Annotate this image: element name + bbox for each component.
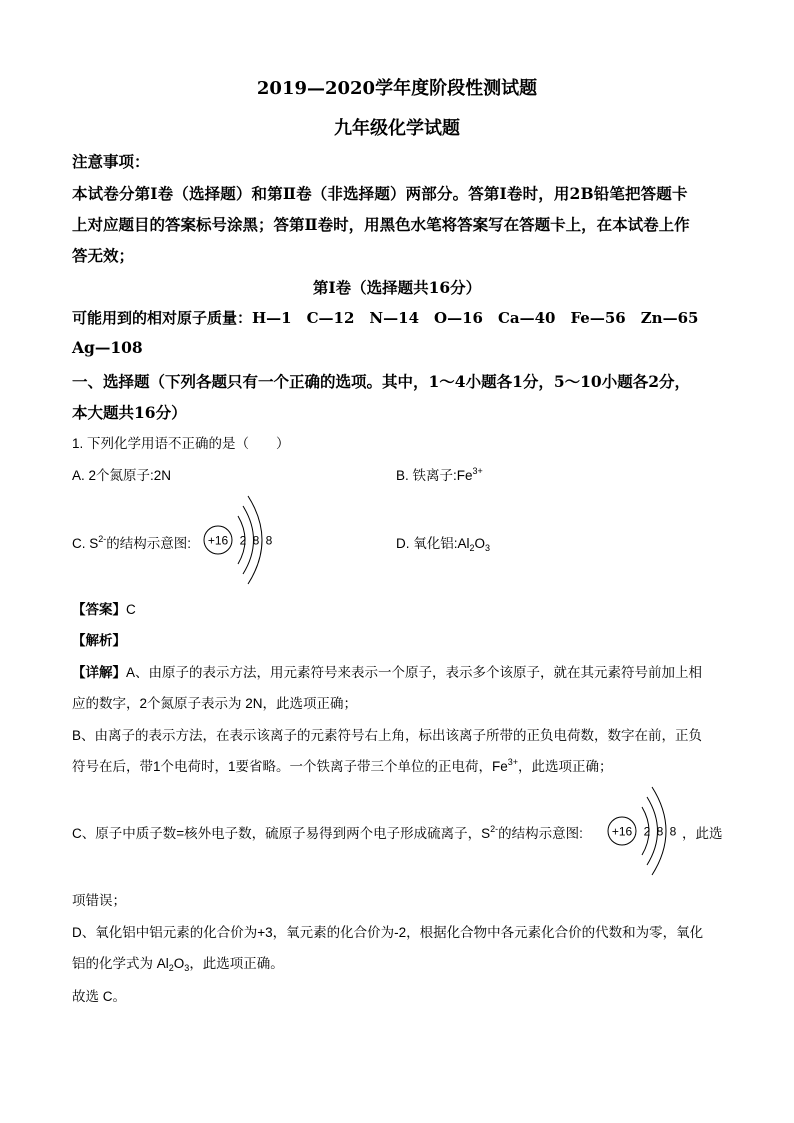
option-c-prefix: C. S — [72, 536, 99, 551]
explanation-b-suffix: ，此选项正确； — [518, 759, 613, 774]
analysis-label: 【解析】 — [72, 633, 126, 649]
exam-subtitle: 九年级化学试题 — [334, 118, 460, 139]
notes-line-3: 答无效； — [72, 246, 135, 265]
atomic-masses-line-2: Ag—108 — [72, 338, 143, 357]
shell-2-electrons: 8 — [252, 533, 260, 548]
answer-line — [72, 598, 136, 618]
question-1-stem: 1. 下列化学用语不正确的是（ ） — [72, 436, 290, 451]
explanation-d-suffix: ，此选项正确。 — [189, 956, 284, 971]
explanation-c-charge: 2- — [490, 824, 499, 834]
explanation-d-line-2 — [72, 952, 284, 972]
atomic-masses-line-1: 可能用到的相对原子质量：H—1 C—12 N—14 O—16 Ca—40 Fe—56 Zn—65 — [72, 309, 699, 327]
nucleus-charge-2: +16 — [611, 824, 633, 839]
option-c-charge: 2- — [98, 534, 107, 544]
explanation-c-line-2: 项错误； — [72, 893, 126, 908]
explanation-a-line-2: 应的数字，2个氮原子表示为 2N，此选项正确； — [72, 696, 358, 711]
explanation-b-charge: 3+ — [507, 757, 519, 767]
shell-2-electrons-2: 8 — [656, 824, 664, 839]
shell-1-electrons-2: 2 — [643, 824, 651, 839]
answer-label: 【答案】 — [72, 602, 126, 618]
part-instructions-line-1: 一、选择题（下列各题只有一个正确的选项。其中，1～4小题各1分，5～10小题各2分， — [72, 372, 690, 391]
notes-label: 注意事项： — [72, 152, 150, 171]
conclusion: 故选 C。 — [72, 989, 126, 1004]
shell-3-electrons-2: 8 — [669, 824, 677, 839]
explanation-c-end: ，此选 — [682, 826, 723, 841]
sulfur-ion-structure-diagram-2 — [604, 781, 694, 881]
sulfur-ion-structure-diagram — [200, 490, 290, 590]
shell-1-electrons: 2 — [239, 533, 247, 548]
shell-3-electrons: 8 — [265, 533, 273, 548]
explanation-d-prefix: 铝的化学式为 Al — [72, 956, 169, 971]
explanation-c-suffix: 的结构示意图: — [498, 826, 583, 841]
explanation-d-mid: O — [173, 956, 185, 971]
answer-value: C — [126, 602, 136, 617]
explanation-b-text-2: 符号在后，带1个电荷时，1要省略。一个铁离子带三个单位的正电荷，Fe — [72, 759, 508, 774]
option-b — [396, 464, 483, 484]
section-title: 第Ⅰ卷（选择题共16分） — [312, 278, 482, 297]
notes-line-1: 本试卷分第Ⅰ卷（选择题）和第Ⅱ卷（非选择题）两部分。答第Ⅰ卷时，用2B铅笔把答题卡 — [72, 184, 688, 203]
option-d-prefix: D. 氧化铝:Al — [396, 536, 470, 551]
notes-line-2: 上对应题目的答案标号涂黑；答第Ⅱ卷时，用黑色水笔将答案写在答题卡上，在本试卷上作 — [72, 215, 690, 234]
explanation-b-line-1: B、由离子的表示方法，在表示该离子的元素符号右上角，标出该离子所带的正负电荷数，数字在前，正负 — [72, 728, 703, 743]
explanation-d-sub-1: 2 — [168, 963, 174, 973]
option-d-sub-2: 3 — [485, 543, 491, 553]
option-a: A. 2个氮原子:2N — [72, 468, 172, 483]
nucleus-charge: +16 — [207, 533, 229, 548]
option-c — [72, 532, 191, 552]
explanation-c-line-1 — [72, 822, 583, 842]
option-c-suffix: 的结构示意图: — [106, 536, 192, 551]
explanation-a-line-1 — [72, 661, 702, 681]
explanation-d-line-1: D、氧化铝中铝元素的化合价为+3，氧元素的化合价为-2，根据化合物中各元素化合价的代数和为零，氧化 — [72, 925, 704, 940]
option-b-text: B. 铁离子:Fe — [396, 468, 473, 483]
explanation-d-sub-2: 3 — [184, 963, 190, 973]
option-b-charge: 3+ — [472, 466, 483, 476]
detail-label: 【详解】 — [72, 665, 126, 680]
explanation-b-line-2 — [72, 755, 613, 775]
option-d-mid: O — [474, 536, 486, 551]
exam-title: 2019—2020学年度阶段性测试题 — [256, 78, 538, 99]
option-d — [396, 532, 490, 552]
explanation-a-text-1: A、由原子的表示方法，用元素符号来表示一个原子，表示多个该原子，就在其元素符号前加上相 — [126, 665, 703, 680]
explanation-c-text-1: C、原子中质子数=核外电子数，硫原子易得到两个电子形成硫离子，S — [72, 826, 491, 841]
part-instructions-line-2: 本大题共16分） — [72, 403, 187, 422]
option-d-sub-1: 2 — [469, 543, 475, 553]
